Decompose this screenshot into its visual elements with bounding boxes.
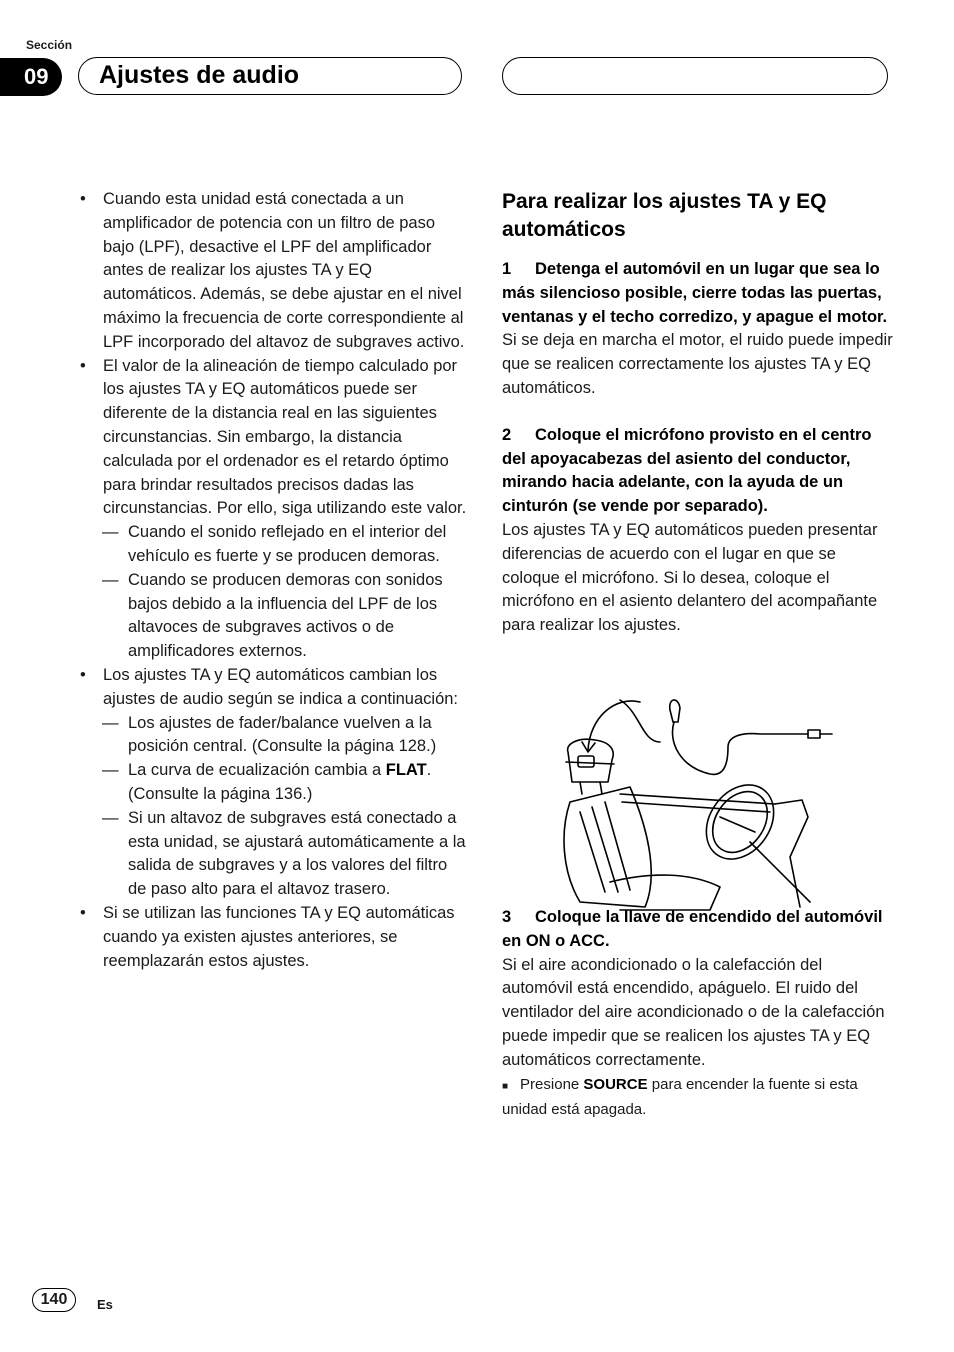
page-title-box bbox=[78, 57, 462, 95]
sub-item-text: Los ajustes de fader/balance vuelven a la posición central. (Consulte la página 128.) bbox=[128, 713, 437, 756]
list-item bbox=[80, 664, 470, 712]
dash-icon: — bbox=[102, 523, 119, 542]
headrest-icon bbox=[568, 739, 614, 782]
headrest-post bbox=[580, 782, 582, 794]
microphone-cable bbox=[673, 722, 809, 774]
bullet-icon: • bbox=[80, 665, 86, 684]
step-title-text: Coloque el micrófono provisto en el centro del apoyacabezas del asiento del conductor, mirando hacia adelante, con la ayuda de un cinturón (se vende por separado). bbox=[502, 425, 872, 516]
right-column bbox=[502, 188, 897, 1121]
sub-item-text-pre: La curva de ecualización cambia a bbox=[128, 761, 386, 780]
flat-setting-label: FLAT bbox=[385, 761, 427, 780]
list-item bbox=[80, 902, 470, 973]
sub-list-item bbox=[80, 569, 470, 664]
bullet-text: Los ajustes TA y EQ automáticos cambian los ajustes de audio según se indica a continuación: bbox=[103, 665, 458, 708]
sub-item-text-post: . (Consulte la página 136.) bbox=[128, 761, 432, 803]
step-title-text: Coloque la llave de encendido del automóvil en ON o ACC. bbox=[502, 907, 883, 950]
section-number-badge: 09 bbox=[0, 58, 62, 96]
note-text-post: para encender la fuente si esta unidad está apagada. bbox=[502, 1075, 858, 1118]
step-number: 1 bbox=[502, 260, 512, 278]
sub-item-text: Cuando el sonido reflejado en el interior del vehículo es fuerte y se producen demoras. bbox=[128, 523, 447, 565]
sub-list-item bbox=[80, 759, 470, 807]
step-3-body: Si el aire acondicionado o la calefacción del automóvil está encendido, apáguelo. El ruido del ventilador del aire acondicionado o de la calefacción puede impedir que se realicen los ajustes TA y EQ automáticos correctamente. bbox=[502, 955, 885, 1069]
bullet-icon: • bbox=[80, 903, 86, 922]
bullet-icon: • bbox=[80, 190, 86, 208]
dash-icon: — bbox=[102, 713, 119, 732]
sub-item-text: Si un altavoz de subgraves está conectado a esta unidad, se ajustará automáticamente a la salida de subgraves y a los valores del filtro de paso alto para el altavoz trasero. bbox=[128, 808, 466, 899]
bullet-text: Cuando esta unidad está conectada a un amplificador de potencia con un filtro de paso bajo (LPF), desactive el LPF del amplificador antes de realizar los ajustes TA y EQ automáticos. Además, se debe ajustar en el nivel máximo la frecuencia de corte correspondiente al LPF incorporado del altavoz de subgraves activo. bbox=[103, 190, 465, 351]
dashboard-line bbox=[620, 794, 775, 804]
microphone-on-headrest bbox=[578, 756, 594, 767]
section-heading: Para realizar los ajustes TA y EQ automáticos bbox=[502, 190, 827, 241]
page-number: 140 bbox=[32, 1288, 76, 1312]
list-item bbox=[80, 188, 470, 355]
dash-icon: — bbox=[102, 570, 119, 589]
step-2-body: Los ajustes TA y EQ automáticos pueden presentar diferencias de acuerdo con el lugar en que se coloque el micrófono. Si lo desea, coloque el micrófono en el asiento delantero del acompañante para realizar los ajustes. bbox=[502, 520, 878, 635]
bullet-icon: • bbox=[80, 356, 86, 375]
step-title-text: Detenga el automóvil en un lugar que sea lo más silencioso posible, cierre todas las puertas, ventanas y el techo corredizo, y apague el motor. bbox=[502, 260, 888, 326]
microphone-placement-illustration bbox=[550, 692, 840, 914]
microphone-icon bbox=[670, 700, 680, 722]
sub-list-item bbox=[80, 807, 470, 902]
dash-icon: — bbox=[102, 761, 119, 780]
source-button-label: SOURCE bbox=[583, 1075, 648, 1093]
page-title: Ajustes de audio bbox=[99, 61, 300, 89]
car-door-line bbox=[775, 800, 808, 907]
arrow-icon bbox=[588, 701, 640, 750]
microphone-strap bbox=[566, 762, 614, 764]
section-label: Sección bbox=[26, 38, 73, 52]
left-column bbox=[80, 188, 470, 973]
bullet-text: Si se utilizan las funciones TA y EQ automáticas cuando ya existen ajustes anteriores, se reemplazarán estos ajustes. bbox=[103, 903, 455, 970]
steering-wheel-icon bbox=[692, 772, 787, 872]
sub-list-item bbox=[80, 712, 470, 760]
bullet-text: El valor de la alineación de tiempo calculado por los ajustes TA y EQ automáticos puede ser diferente de la distancia real en las siguientes circunstancias. Sin embargo, la distancia calculada por el ordenador es el retardo óptimo para brindar resultados precisos dadas las circunstancias. Por ello, siga utilizando este valor. bbox=[103, 356, 467, 518]
seat-back-icon bbox=[564, 787, 651, 907]
step-number: 3 bbox=[502, 907, 512, 926]
dashboard-line-lower bbox=[622, 802, 770, 812]
square-bullet-icon: ■ bbox=[502, 1080, 509, 1092]
sub-list-item bbox=[80, 521, 470, 569]
note-item bbox=[502, 1073, 897, 1121]
list-item bbox=[80, 355, 470, 522]
language-code: Es bbox=[97, 1297, 113, 1312]
header-empty-box bbox=[502, 57, 888, 95]
step-1-title bbox=[502, 258, 897, 329]
sub-item-text: Cuando se producen demoras con sonidos bajos debido a la influencia del LPF de los altavoces de subgraves activos o de amplificadores externos. bbox=[128, 570, 443, 661]
note-text-pre: Presione bbox=[520, 1075, 584, 1093]
step-number: 2 bbox=[502, 425, 512, 444]
step-1-body: Si se deja en marcha el motor, el ruido puede impedir que se realicen correctamente los ajustes TA y EQ automáticos. bbox=[502, 331, 893, 397]
step-2-title bbox=[502, 424, 897, 519]
dash-icon: — bbox=[102, 808, 119, 827]
